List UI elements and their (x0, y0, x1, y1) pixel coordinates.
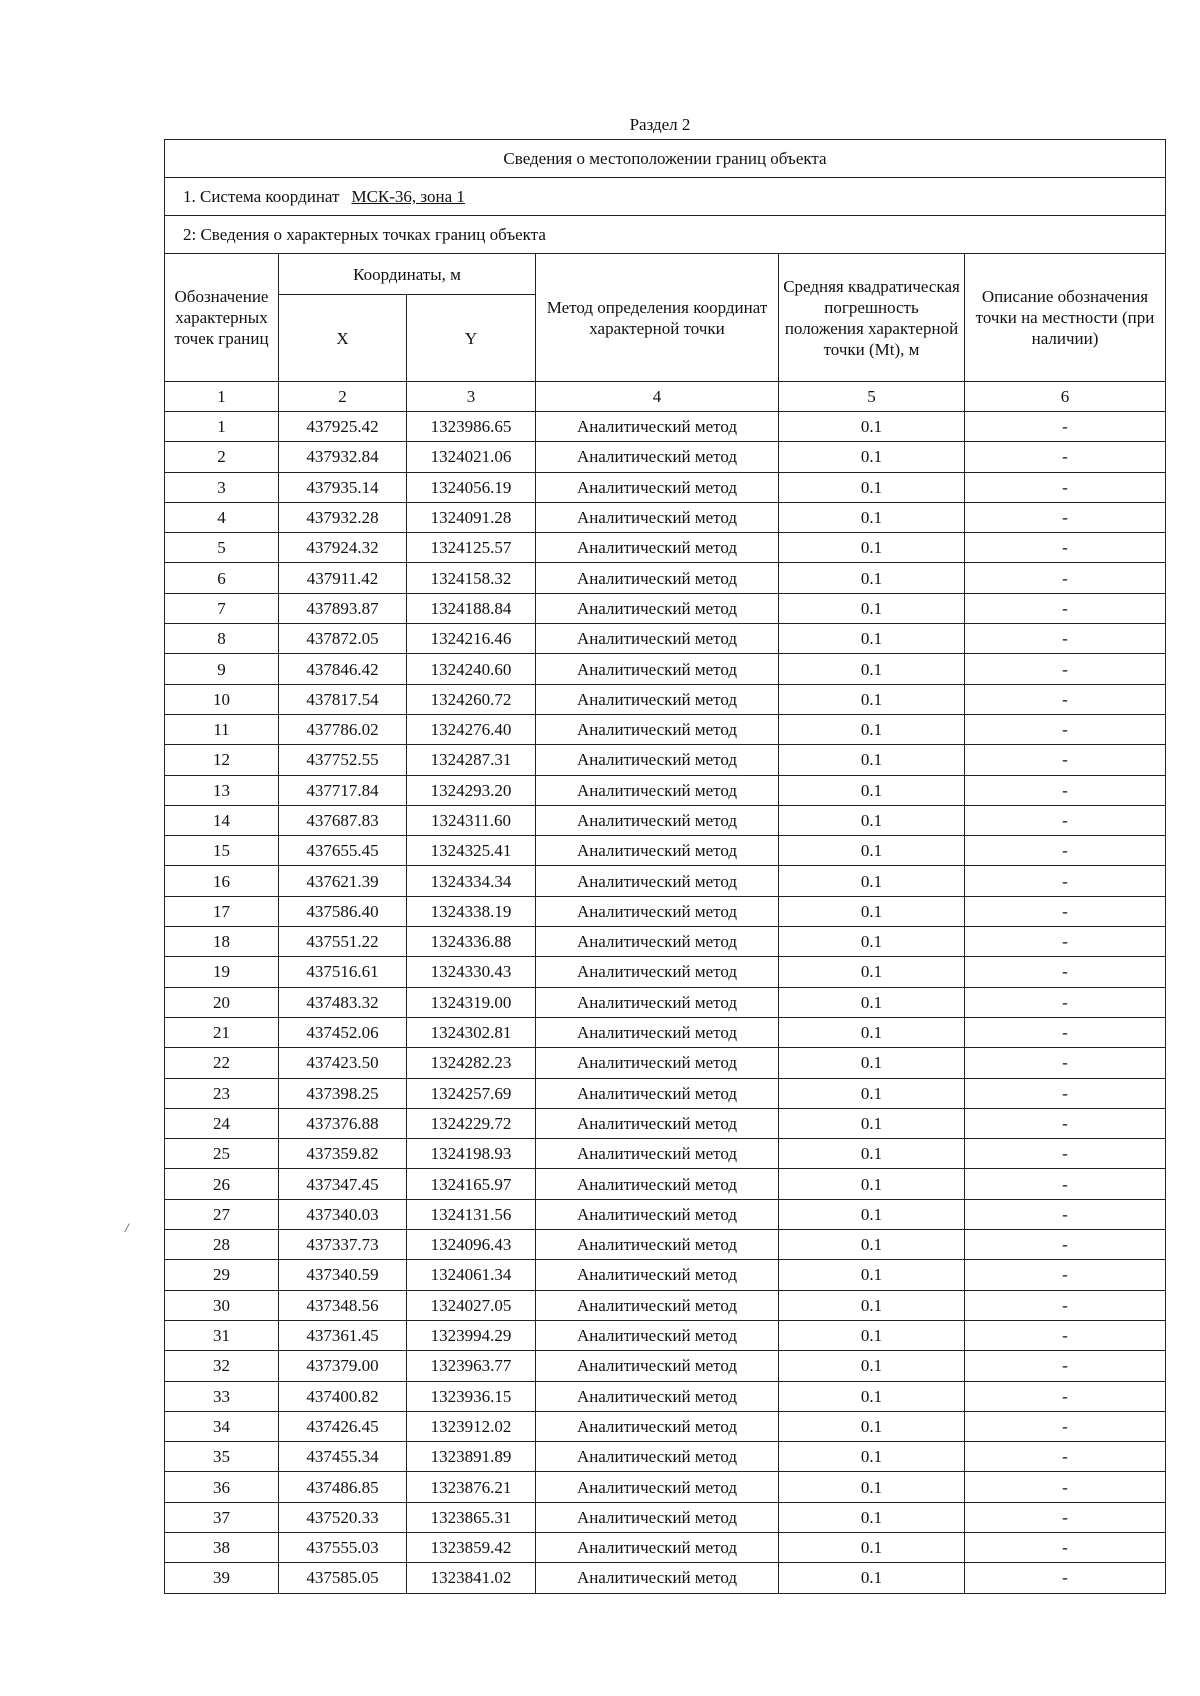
table-row (165, 1472, 1166, 1502)
point-method: Аналитический метод (536, 714, 779, 744)
point-x: 437817.54 (279, 684, 407, 714)
table-row (165, 654, 1166, 684)
point-number: 24 (165, 1108, 279, 1138)
point-number: 33 (165, 1381, 279, 1411)
point-y: 1324229.72 (407, 1108, 536, 1138)
table-row (165, 1502, 1166, 1532)
point-x: 437455.34 (279, 1442, 407, 1472)
point-y: 1324330.43 (407, 957, 536, 987)
point-description: - (965, 563, 1166, 593)
point-method: Аналитический метод (536, 805, 779, 835)
point-number: 37 (165, 1502, 279, 1532)
point-description: - (965, 654, 1166, 684)
points-section-label: 2: Сведения о характерных точках границ объекта (165, 216, 1166, 254)
point-x: 437426.45 (279, 1411, 407, 1441)
point-method: Аналитический метод (536, 624, 779, 654)
point-y: 1324334.34 (407, 866, 536, 896)
table-row (165, 1078, 1166, 1108)
table-row (165, 502, 1166, 532)
point-method: Аналитический метод (536, 1169, 779, 1199)
point-y: 1323963.77 (407, 1351, 536, 1381)
table-row (165, 805, 1166, 835)
table-row (165, 1108, 1166, 1138)
point-method: Аналитический метод (536, 1139, 779, 1169)
point-method: Аналитический метод (536, 1078, 779, 1108)
point-description: - (965, 1139, 1166, 1169)
point-method: Аналитический метод (536, 412, 779, 442)
point-method: Аналитический метод (536, 502, 779, 532)
point-method: Аналитический метод (536, 1442, 779, 1472)
point-description: - (965, 593, 1166, 623)
point-description: - (965, 836, 1166, 866)
point-number: 26 (165, 1169, 279, 1199)
point-mt: 0.1 (779, 1472, 965, 1502)
point-x: 437932.28 (279, 502, 407, 532)
point-mt: 0.1 (779, 987, 965, 1017)
point-y: 1324021.06 (407, 442, 536, 472)
table-row (165, 684, 1166, 714)
point-number: 4 (165, 502, 279, 532)
point-y: 1324216.46 (407, 624, 536, 654)
point-mt: 0.1 (779, 1411, 965, 1441)
table-row (165, 1563, 1166, 1593)
point-mt: 0.1 (779, 775, 965, 805)
point-description: - (965, 957, 1166, 987)
point-number: 18 (165, 927, 279, 957)
point-number: 12 (165, 745, 279, 775)
point-number: 8 (165, 624, 279, 654)
point-y: 1324338.19 (407, 896, 536, 926)
point-x: 437359.82 (279, 1139, 407, 1169)
table-row (165, 714, 1166, 744)
point-x: 437337.73 (279, 1230, 407, 1260)
column-number: 1 (165, 382, 279, 412)
col-error-header: Средняя квадратическая погрешность положения характерной точки (Mt), м (779, 254, 965, 382)
point-method: Аналитический метод (536, 1199, 779, 1229)
point-x: 437376.88 (279, 1108, 407, 1138)
point-mt: 0.1 (779, 1199, 965, 1229)
point-mt: 0.1 (779, 1048, 965, 1078)
table-row (165, 1199, 1166, 1229)
point-x: 437361.45 (279, 1320, 407, 1350)
point-y: 1323876.21 (407, 1472, 536, 1502)
table-row (165, 533, 1166, 563)
point-mt: 0.1 (779, 533, 965, 563)
table-row (165, 442, 1166, 472)
point-x: 437585.05 (279, 1563, 407, 1593)
point-y: 1323936.15 (407, 1381, 536, 1411)
point-method: Аналитический метод (536, 987, 779, 1017)
table-row (165, 472, 1166, 502)
col-y-header: Y (407, 295, 536, 382)
point-x: 437924.32 (279, 533, 407, 563)
point-method: Аналитический метод (536, 563, 779, 593)
table-row (165, 836, 1166, 866)
table-row (165, 593, 1166, 623)
point-x: 437452.06 (279, 1017, 407, 1047)
point-description: - (965, 533, 1166, 563)
point-number: 11 (165, 714, 279, 744)
point-description: - (965, 1048, 1166, 1078)
table-row (165, 1290, 1166, 1320)
point-description: - (965, 442, 1166, 472)
point-description: - (965, 1108, 1166, 1138)
point-mt: 0.1 (779, 1320, 965, 1350)
point-y: 1324293.20 (407, 775, 536, 805)
point-method: Аналитический метод (536, 442, 779, 472)
point-number: 19 (165, 957, 279, 987)
point-x: 437655.45 (279, 836, 407, 866)
point-description: - (965, 775, 1166, 805)
point-number: 35 (165, 1442, 279, 1472)
point-y: 1324061.34 (407, 1260, 536, 1290)
point-description: - (965, 1411, 1166, 1441)
point-y: 1324287.31 (407, 745, 536, 775)
point-number: 29 (165, 1260, 279, 1290)
section-title: Раздел 2 (629, 115, 691, 134)
point-description: - (965, 1502, 1166, 1532)
point-number: 32 (165, 1351, 279, 1381)
point-mt: 0.1 (779, 1169, 965, 1199)
point-x: 437586.40 (279, 896, 407, 926)
point-description: - (965, 1260, 1166, 1290)
table-row (165, 1260, 1166, 1290)
point-method: Аналитический метод (536, 1290, 779, 1320)
point-x: 437551.22 (279, 927, 407, 957)
point-number: 15 (165, 836, 279, 866)
point-number: 7 (165, 593, 279, 623)
table-row (165, 1351, 1166, 1381)
point-description: - (965, 745, 1166, 775)
point-description: - (965, 1078, 1166, 1108)
point-mt: 0.1 (779, 412, 965, 442)
point-x: 437400.82 (279, 1381, 407, 1411)
point-method: Аналитический метод (536, 957, 779, 987)
point-y: 1324302.81 (407, 1017, 536, 1047)
point-mt: 0.1 (779, 624, 965, 654)
point-y: 1324325.41 (407, 836, 536, 866)
point-y: 1324319.00 (407, 987, 536, 1017)
point-number: 16 (165, 866, 279, 896)
col-x-header: X (279, 295, 407, 382)
point-y: 1324125.57 (407, 533, 536, 563)
point-number: 13 (165, 775, 279, 805)
point-method: Аналитический метод (536, 472, 779, 502)
point-x: 437925.42 (279, 412, 407, 442)
point-y: 1324336.88 (407, 927, 536, 957)
point-y: 1323859.42 (407, 1532, 536, 1562)
column-number: 5 (779, 382, 965, 412)
point-method: Аналитический метод (536, 533, 779, 563)
table-row (165, 1139, 1166, 1169)
point-method: Аналитический метод (536, 866, 779, 896)
point-x: 437423.50 (279, 1048, 407, 1078)
point-mt: 0.1 (779, 745, 965, 775)
point-method: Аналитический метод (536, 896, 779, 926)
point-method: Аналитический метод (536, 1048, 779, 1078)
point-description: - (965, 714, 1166, 744)
table-row (165, 927, 1166, 957)
point-y: 1324131.56 (407, 1199, 536, 1229)
table-title: Сведения о местоположении границ объекта (165, 140, 1166, 178)
point-y: 1324165.97 (407, 1169, 536, 1199)
point-x: 437687.83 (279, 805, 407, 835)
table-row (165, 624, 1166, 654)
point-y: 1323891.89 (407, 1442, 536, 1472)
point-mt: 0.1 (779, 896, 965, 926)
point-number: 38 (165, 1532, 279, 1562)
point-mt: 0.1 (779, 805, 965, 835)
point-method: Аналитический метод (536, 684, 779, 714)
point-mt: 0.1 (779, 1139, 965, 1169)
point-x: 437340.03 (279, 1199, 407, 1229)
point-x: 437911.42 (279, 563, 407, 593)
col-coords-header: Координаты, м (279, 254, 536, 295)
point-description: - (965, 502, 1166, 532)
point-method: Аналитический метод (536, 1381, 779, 1411)
point-mt: 0.1 (779, 442, 965, 472)
point-y: 1324027.05 (407, 1290, 536, 1320)
point-mt: 0.1 (779, 1290, 965, 1320)
col-method-header: Метод определения координат характерной точки (536, 254, 779, 382)
point-y: 1324158.32 (407, 563, 536, 593)
point-number: 1 (165, 412, 279, 442)
point-x: 437846.42 (279, 654, 407, 684)
point-number: 9 (165, 654, 279, 684)
stray-mark: / (125, 1220, 129, 1235)
boundary-document (164, 139, 1165, 1594)
point-method: Аналитический метод (536, 593, 779, 623)
point-x: 437486.85 (279, 1472, 407, 1502)
point-number: 10 (165, 684, 279, 714)
column-number: 4 (536, 382, 779, 412)
point-number: 20 (165, 987, 279, 1017)
table-row (165, 563, 1166, 593)
point-description: - (965, 1381, 1166, 1411)
point-mt: 0.1 (779, 927, 965, 957)
point-method: Аналитический метод (536, 654, 779, 684)
table-row (165, 896, 1166, 926)
point-number: 30 (165, 1290, 279, 1320)
column-numbers-row (165, 382, 1166, 412)
point-mt: 0.1 (779, 472, 965, 502)
point-y: 1324056.19 (407, 472, 536, 502)
point-number: 27 (165, 1199, 279, 1229)
point-x: 437621.39 (279, 866, 407, 896)
point-x: 437483.32 (279, 987, 407, 1017)
point-method: Аналитический метод (536, 775, 779, 805)
point-method: Аналитический метод (536, 745, 779, 775)
table-row (165, 412, 1166, 442)
table-row (165, 866, 1166, 896)
column-number: 6 (965, 382, 1166, 412)
point-y: 1323912.02 (407, 1411, 536, 1441)
point-mt: 0.1 (779, 654, 965, 684)
point-x: 437348.56 (279, 1290, 407, 1320)
point-method: Аналитический метод (536, 1411, 779, 1441)
point-description: - (965, 866, 1166, 896)
point-description: - (965, 805, 1166, 835)
point-description: - (965, 896, 1166, 926)
point-method: Аналитический метод (536, 1351, 779, 1381)
point-y: 1324188.84 (407, 593, 536, 623)
point-mt: 0.1 (779, 593, 965, 623)
point-description: - (965, 1532, 1166, 1562)
point-mt: 0.1 (779, 1017, 965, 1047)
point-mt: 0.1 (779, 836, 965, 866)
table-row (165, 1230, 1166, 1260)
point-number: 22 (165, 1048, 279, 1078)
point-number: 17 (165, 896, 279, 926)
point-y: 1323986.65 (407, 412, 536, 442)
col-description-header: Описание обозначения точки на местности (при наличии) (965, 254, 1166, 382)
table-row (165, 1442, 1166, 1472)
point-description: - (965, 624, 1166, 654)
point-mt: 0.1 (779, 957, 965, 987)
point-mt: 0.1 (779, 866, 965, 896)
point-y: 1324311.60 (407, 805, 536, 835)
point-number: 5 (165, 533, 279, 563)
point-method: Аналитический метод (536, 1260, 779, 1290)
point-number: 28 (165, 1230, 279, 1260)
point-description: - (965, 1230, 1166, 1260)
point-y: 1324240.60 (407, 654, 536, 684)
point-y: 1323865.31 (407, 1502, 536, 1532)
point-x: 437379.00 (279, 1351, 407, 1381)
point-number: 25 (165, 1139, 279, 1169)
point-mt: 0.1 (779, 1078, 965, 1108)
table-row (165, 1169, 1166, 1199)
point-number: 6 (165, 563, 279, 593)
point-number: 31 (165, 1320, 279, 1350)
point-y: 1324260.72 (407, 684, 536, 714)
boundary-points-table (164, 139, 1166, 1594)
point-description: - (965, 987, 1166, 1017)
point-description: - (965, 1472, 1166, 1502)
point-mt: 0.1 (779, 1563, 965, 1593)
point-description: - (965, 1290, 1166, 1320)
point-x: 437717.84 (279, 775, 407, 805)
point-mt: 0.1 (779, 1260, 965, 1290)
point-number: 3 (165, 472, 279, 502)
point-x: 437555.03 (279, 1532, 407, 1562)
coord-system-label: 1. Система координат (183, 187, 340, 206)
col-designation-header: Обозначение характерных точек границ (165, 254, 279, 382)
table-row (165, 775, 1166, 805)
point-mt: 0.1 (779, 1351, 965, 1381)
point-y: 1324282.23 (407, 1048, 536, 1078)
point-y: 1323841.02 (407, 1563, 536, 1593)
point-number: 14 (165, 805, 279, 835)
point-description: - (965, 472, 1166, 502)
point-method: Аналитический метод (536, 927, 779, 957)
point-description: - (965, 1442, 1166, 1472)
point-method: Аналитический метод (536, 1563, 779, 1593)
point-mt: 0.1 (779, 1502, 965, 1532)
point-x: 437935.14 (279, 472, 407, 502)
point-x: 437520.33 (279, 1502, 407, 1532)
point-description: - (965, 1017, 1166, 1047)
point-x: 437786.02 (279, 714, 407, 744)
table-row (165, 1017, 1166, 1047)
coord-system-value: МСК-36, зона 1 (351, 187, 465, 206)
table-row (165, 1048, 1166, 1078)
table-row (165, 957, 1166, 987)
point-mt: 0.1 (779, 1108, 965, 1138)
table-row (165, 1411, 1166, 1441)
point-number: 39 (165, 1563, 279, 1593)
table-row (165, 1532, 1166, 1562)
point-description: - (965, 927, 1166, 957)
coord-system-row (165, 178, 1166, 216)
point-y: 1324096.43 (407, 1230, 536, 1260)
point-x: 437893.87 (279, 593, 407, 623)
point-mt: 0.1 (779, 1230, 965, 1260)
point-mt: 0.1 (779, 714, 965, 744)
point-x: 437872.05 (279, 624, 407, 654)
point-number: 23 (165, 1078, 279, 1108)
point-y: 1324198.93 (407, 1139, 536, 1169)
point-x: 437516.61 (279, 957, 407, 987)
column-number: 3 (407, 382, 536, 412)
point-number: 2 (165, 442, 279, 472)
table-row (165, 745, 1166, 775)
table-row (165, 987, 1166, 1017)
point-mt: 0.1 (779, 1442, 965, 1472)
point-method: Аналитический метод (536, 1320, 779, 1350)
point-description: - (965, 1199, 1166, 1229)
point-y: 1323994.29 (407, 1320, 536, 1350)
point-method: Аналитический метод (536, 836, 779, 866)
column-number: 2 (279, 382, 407, 412)
point-method: Аналитический метод (536, 1017, 779, 1047)
point-description: - (965, 1563, 1166, 1593)
point-description: - (965, 1351, 1166, 1381)
point-method: Аналитический метод (536, 1230, 779, 1260)
point-description: - (965, 412, 1166, 442)
point-y: 1324257.69 (407, 1078, 536, 1108)
point-method: Аналитический метод (536, 1532, 779, 1562)
point-x: 437347.45 (279, 1169, 407, 1199)
point-description: - (965, 684, 1166, 714)
point-description: - (965, 1320, 1166, 1350)
point-mt: 0.1 (779, 1532, 965, 1562)
point-mt: 0.1 (779, 563, 965, 593)
point-x: 437340.59 (279, 1260, 407, 1290)
point-mt: 0.1 (779, 1381, 965, 1411)
point-mt: 0.1 (779, 502, 965, 532)
point-x: 437752.55 (279, 745, 407, 775)
point-number: 36 (165, 1472, 279, 1502)
table-row (165, 1320, 1166, 1350)
table-row (165, 1381, 1166, 1411)
point-x: 437932.84 (279, 442, 407, 472)
point-x: 437398.25 (279, 1078, 407, 1108)
point-number: 34 (165, 1411, 279, 1441)
point-y: 1324091.28 (407, 502, 536, 532)
point-method: Аналитический метод (536, 1472, 779, 1502)
point-method: Аналитический метод (536, 1502, 779, 1532)
point-number: 21 (165, 1017, 279, 1047)
point-description: - (965, 1169, 1166, 1199)
point-mt: 0.1 (779, 684, 965, 714)
point-method: Аналитический метод (536, 1108, 779, 1138)
point-y: 1324276.40 (407, 714, 536, 744)
